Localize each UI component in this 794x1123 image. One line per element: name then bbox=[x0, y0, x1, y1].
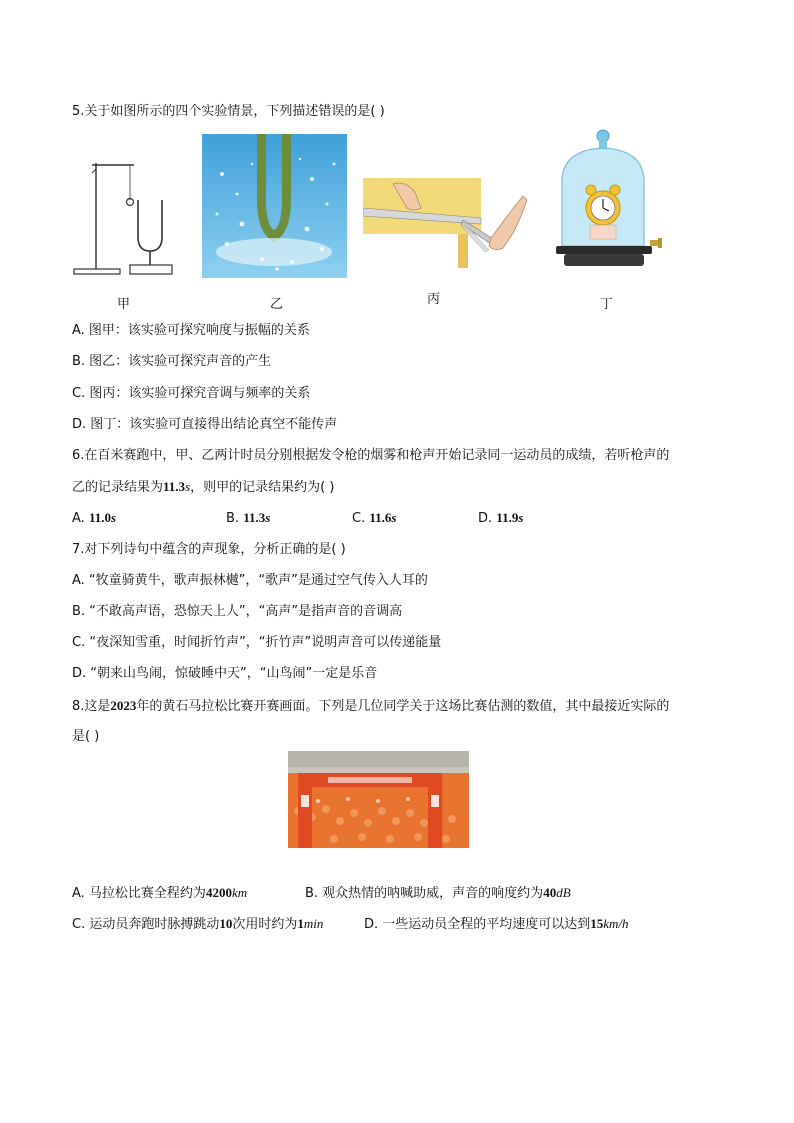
q8-option-c-value2: 1 bbox=[297, 916, 304, 931]
q5-option-d: D. 图丁：该实验可直接得出结论真空不能传声 bbox=[72, 417, 338, 432]
q6-option-d-letter: D. bbox=[478, 511, 493, 526]
q6-stem-line2-pre: 乙的记录结果为 bbox=[72, 480, 164, 495]
q6-option-c-unit: s bbox=[391, 510, 397, 525]
q5-option-c: C. 图丙：该实验可探究音调与频率的关系 bbox=[72, 386, 311, 401]
q8-option-d-unit: km/h bbox=[603, 916, 629, 931]
q6-option-d bbox=[478, 509, 523, 528]
q8-stem-year: 2023 bbox=[110, 698, 137, 713]
q8-option-d-value: 15 bbox=[590, 916, 604, 931]
figure-caption-yi: 乙 bbox=[270, 297, 284, 312]
figure-caption-bing: 丙 bbox=[427, 292, 441, 307]
figure-ding-bell-jar-clock bbox=[554, 128, 666, 270]
q8-stem-post: 年的黄石马拉松比赛开赛画面。下列是几位同学关于这场比赛估测的数值，其中最接近实际的 bbox=[136, 699, 670, 714]
q6-stem-line2-post: ，则甲的记录结果约为( ) bbox=[190, 480, 335, 495]
q7-stem: 7.对下列诗句中蕴含的声现象，分析正确的是( ) bbox=[72, 542, 346, 557]
q7-option-b: B. “不敢高声语，恐惊天上人”，“高声”是指声音的音调高 bbox=[72, 604, 403, 619]
figure-caption-ding: 丁 bbox=[600, 297, 614, 312]
q6-option-a-value: 11.0 bbox=[88, 510, 111, 525]
q8-option-a-text: A. 马拉松比赛全程约为 bbox=[72, 886, 206, 901]
q6-stem-line1: 6.在百米赛跑中，甲、乙两计时员分别根据发令枪的烟雾和枪声开始记录同一运动员的成绩，若听枪声的 bbox=[72, 448, 670, 463]
q5-option-b: B. 图乙：该实验可探究声音的产生 bbox=[72, 354, 272, 369]
q6-option-b-letter: B. bbox=[226, 511, 240, 526]
q6-option-b bbox=[226, 509, 270, 528]
q6-stem-value: 11.3 bbox=[163, 479, 186, 494]
q8-option-a-value: 4200 bbox=[205, 885, 232, 900]
figure-yi-tuning-fork-water bbox=[202, 134, 347, 278]
q6-stem-unit: s bbox=[185, 479, 191, 494]
q6-option-b-unit: s bbox=[265, 510, 271, 525]
q7-option-d: D. “朝来山鸟闹，惊破睡中天”，“山鸟闹”一定是乐音 bbox=[72, 666, 378, 681]
q8-option-b-value: 40 bbox=[543, 885, 557, 900]
q8-option-d bbox=[364, 915, 629, 934]
q8-option-b-text: B. 观众热情的呐喊助威，声音的响度约为 bbox=[305, 886, 544, 901]
q8-option-b-unit: dB bbox=[556, 885, 571, 900]
q6-option-b-value: 11.3 bbox=[243, 510, 266, 525]
q6-option-c-value: 11.6 bbox=[369, 510, 392, 525]
q6-option-a bbox=[72, 509, 116, 528]
q8-option-c-text: C. 运动员奔跑时脉搏跳动 bbox=[72, 917, 220, 932]
q8-stem-line2: 是( ) bbox=[72, 729, 100, 744]
q6-option-c-letter: C. bbox=[352, 511, 366, 526]
q5-stem: 5.关于如图所示的四个实验情景，下列描述错误的是( ) bbox=[72, 104, 385, 119]
q8-option-c bbox=[72, 915, 323, 934]
q8-option-a-unit: km bbox=[231, 885, 248, 900]
figure-jia-tuning-fork-pendulum bbox=[72, 155, 177, 277]
q7-option-a: A. “牧童骑黄牛，歌声振林樾”，“歌声”是通过空气传入人耳的 bbox=[72, 573, 428, 588]
marathon-start-photo bbox=[288, 751, 469, 848]
figure-bing-ruler-table bbox=[363, 178, 528, 270]
q5-option-a: A. 图甲：该实验可探究响度与振幅的关系 bbox=[72, 323, 310, 338]
q6-stem-line2 bbox=[72, 478, 334, 497]
figure-caption-jia: 甲 bbox=[117, 297, 131, 312]
q8-option-c-unit: min bbox=[303, 916, 324, 931]
q6-option-d-value: 11.9 bbox=[496, 510, 519, 525]
q8-option-c-mid: 次用时约为 bbox=[232, 917, 298, 932]
q8-option-d-text: D. 一些运动员全程的平均速度可以达到 bbox=[364, 917, 591, 932]
q6-option-d-unit: s bbox=[518, 510, 524, 525]
q8-option-c-value: 10 bbox=[219, 916, 233, 931]
q7-option-c: C. “夜深知雪重，时闻折竹声”，“折竹声”说明声音可以传递能量 bbox=[72, 635, 442, 650]
q6-option-a-unit: s bbox=[110, 510, 117, 525]
q8-option-a bbox=[72, 884, 247, 903]
q8-option-b bbox=[305, 884, 571, 903]
q8-stem-line1 bbox=[72, 697, 669, 716]
q8-stem-pre: 8.这是 bbox=[72, 699, 111, 714]
q6-option-c bbox=[352, 509, 396, 528]
q6-option-a-letter: A. bbox=[72, 511, 85, 526]
